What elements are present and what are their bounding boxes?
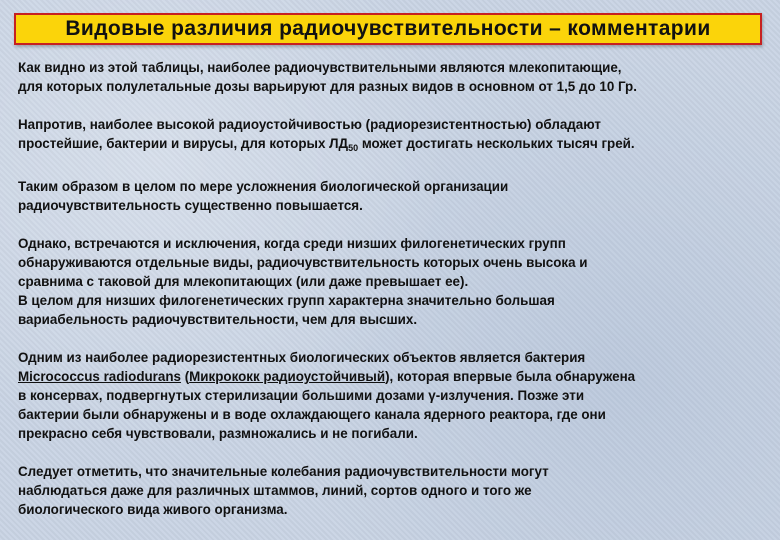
text-line: обнаруживаются отдельные виды, радиочувствительность которых очень высока и [18,255,588,270]
text-line: радиочувствительность существенно повышается. [18,198,363,213]
text-line: прекрасно себя чувствовали, размножались и не погибали. [18,426,418,441]
paragraph-mammals [18,58,768,96]
text-fragment: может достигать нескольких тысяч грей. [358,136,635,151]
slide-title-bar [14,13,762,45]
text-line: бактерии были обнаружены и в воде охлаждающего канала ядерного реактора, где они [18,407,606,422]
text-line: сравнима с таковой для млекопитающих (или даже превышает ее). [18,274,469,289]
paragraph-micrococcus [18,348,768,443]
text-line: В целом для низших филогенетических групп характерна значительно большая [18,293,555,308]
paragraph-radioresistance [18,115,768,158]
ld-subscript: 50 [348,143,359,153]
paragraph-conclusion [18,177,768,215]
text-fragment: простейшие, бактерии и вирусы, для которых ЛД [18,136,349,151]
text-fragment: ( [180,369,190,384]
text-line [18,367,768,386]
text-line: наблюдаться даже для различных штаммов, линий, сортов одного и того же [18,483,532,498]
paragraph-exceptions [18,234,768,329]
text-line: Напротив, наиболее высокой радиоустойчивостью (радиорезистентностью) обладают [18,117,601,132]
text-line: для которых полулетальные дозы варьируют для разных видов в основном от 1,5 до 10 Гр. [18,79,637,94]
paragraph-strains [18,462,768,519]
slide-content [18,58,768,538]
text-line: Одним из наиболее радиорезистентных биологических объектов является бактерия [18,350,586,365]
text-line: Следует отметить, что значительные колебания радиочувствительности могут [18,464,549,479]
slide-title: Видовые различия радиочувствительности – комментарии [65,17,711,40]
text-fragment: ), которая впервые была обнаружена [385,369,636,384]
species-russian-name: Микрококк радиоустойчивый [189,369,386,384]
text-line: в консервах, подвергнутых стерилизации большими дозами γ-излучения. Позже эти [18,388,585,403]
text-line: Однако, встречаются и исключения, когда среди низших филогенетических групп [18,236,566,251]
text-line: Таким образом в целом по мере усложнения биологической организации [18,179,509,194]
species-latin-name: Micrococcus radiodurans [18,369,181,384]
text-line: вариабельность радиочувствительности, чем для высших. [18,312,418,327]
text-line [18,134,768,158]
text-line: биологического вида живого организма. [18,502,288,517]
text-line: Как видно из этой таблицы, наиболее радиочувствительными являются млекопитающие, [18,60,622,75]
